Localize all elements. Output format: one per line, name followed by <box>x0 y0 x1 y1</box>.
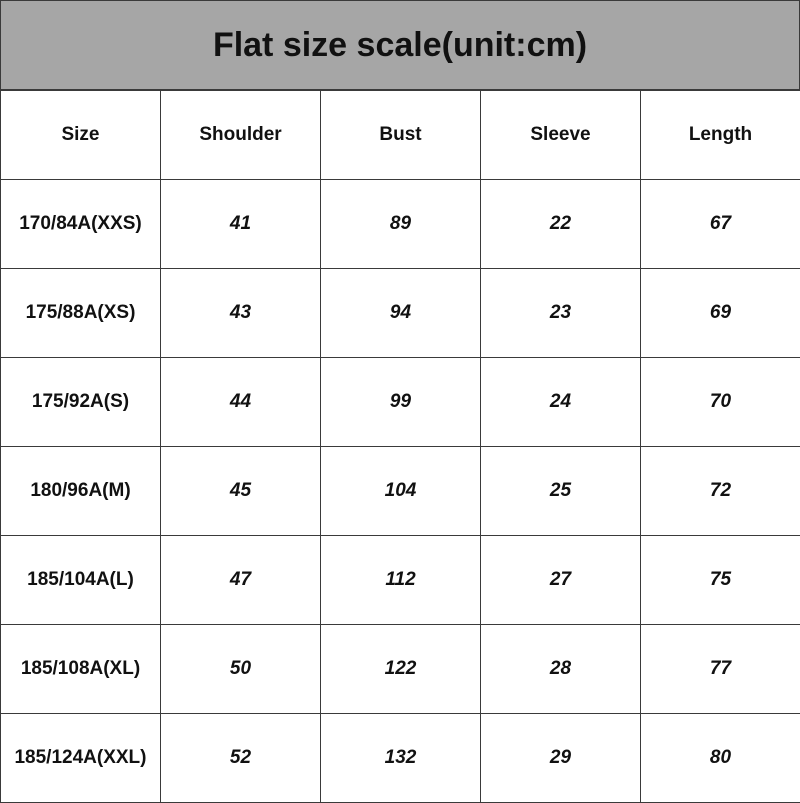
sleeve-cell: 29 <box>481 714 641 803</box>
bust-cell: 99 <box>321 358 481 447</box>
size-cell: 180/96A(M) <box>1 447 161 536</box>
bust-cell: 89 <box>321 180 481 269</box>
length-cell: 70 <box>641 358 800 447</box>
table-row <box>1 358 800 447</box>
shoulder-cell: 41 <box>161 180 321 269</box>
shoulder-cell: 43 <box>161 269 321 358</box>
bust-cell: 112 <box>321 536 481 625</box>
header-bust: Bust <box>321 91 481 180</box>
length-cell: 75 <box>641 536 800 625</box>
title-bar <box>0 0 800 90</box>
shoulder-cell: 44 <box>161 358 321 447</box>
table-row <box>1 536 800 625</box>
length-cell: 77 <box>641 625 800 714</box>
size-cell: 170/84A(XXS) <box>1 180 161 269</box>
sleeve-cell: 25 <box>481 447 641 536</box>
bust-cell: 132 <box>321 714 481 803</box>
header-length: Length <box>641 91 800 180</box>
size-cell: 175/92A(S) <box>1 358 161 447</box>
page-title: Flat size scale(unit:cm) <box>213 26 587 65</box>
header-row <box>1 91 800 180</box>
table-row <box>1 447 800 536</box>
sleeve-cell: 22 <box>481 180 641 269</box>
length-cell: 72 <box>641 447 800 536</box>
sleeve-cell: 23 <box>481 269 641 358</box>
size-cell: 185/124A(XXL) <box>1 714 161 803</box>
shoulder-cell: 52 <box>161 714 321 803</box>
size-table <box>0 90 800 803</box>
size-cell: 175/88A(XS) <box>1 269 161 358</box>
shoulder-cell: 45 <box>161 447 321 536</box>
table-row <box>1 269 800 358</box>
shoulder-cell: 47 <box>161 536 321 625</box>
shoulder-cell: 50 <box>161 625 321 714</box>
table-row <box>1 180 800 269</box>
size-cell: 185/108A(XL) <box>1 625 161 714</box>
bust-cell: 104 <box>321 447 481 536</box>
sleeve-cell: 24 <box>481 358 641 447</box>
header-sleeve: Sleeve <box>481 91 641 180</box>
sleeve-cell: 28 <box>481 625 641 714</box>
size-cell: 185/104A(L) <box>1 536 161 625</box>
bust-cell: 94 <box>321 269 481 358</box>
header-size: Size <box>1 91 161 180</box>
bust-cell: 122 <box>321 625 481 714</box>
table-row <box>1 714 800 803</box>
header-shoulder: Shoulder <box>161 91 321 180</box>
sleeve-cell: 27 <box>481 536 641 625</box>
length-cell: 67 <box>641 180 800 269</box>
length-cell: 69 <box>641 269 800 358</box>
table-row <box>1 625 800 714</box>
length-cell: 80 <box>641 714 800 803</box>
